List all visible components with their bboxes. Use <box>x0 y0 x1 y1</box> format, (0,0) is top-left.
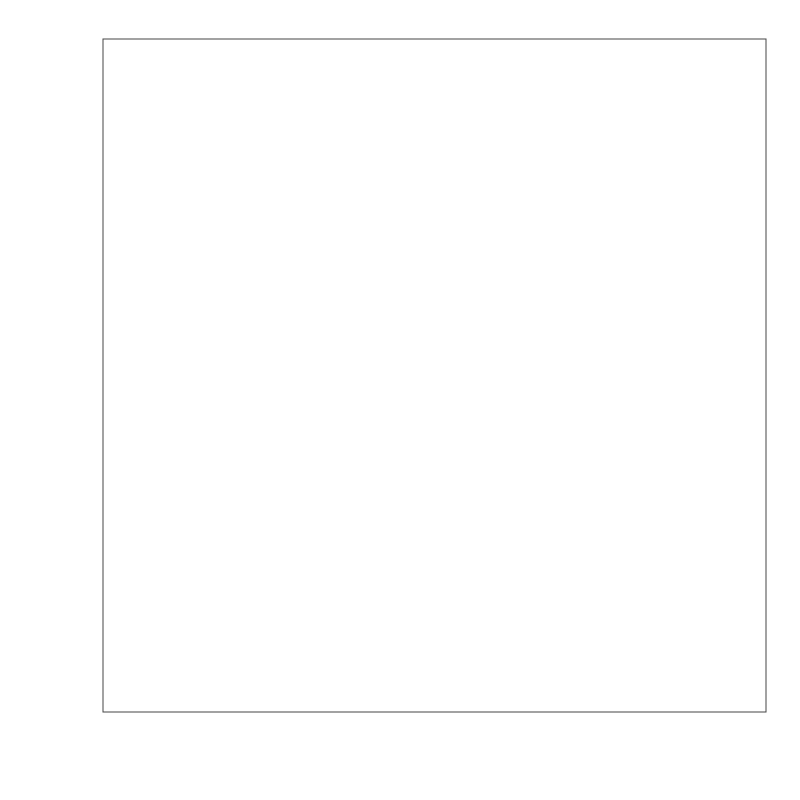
diagram-frame <box>103 39 766 712</box>
